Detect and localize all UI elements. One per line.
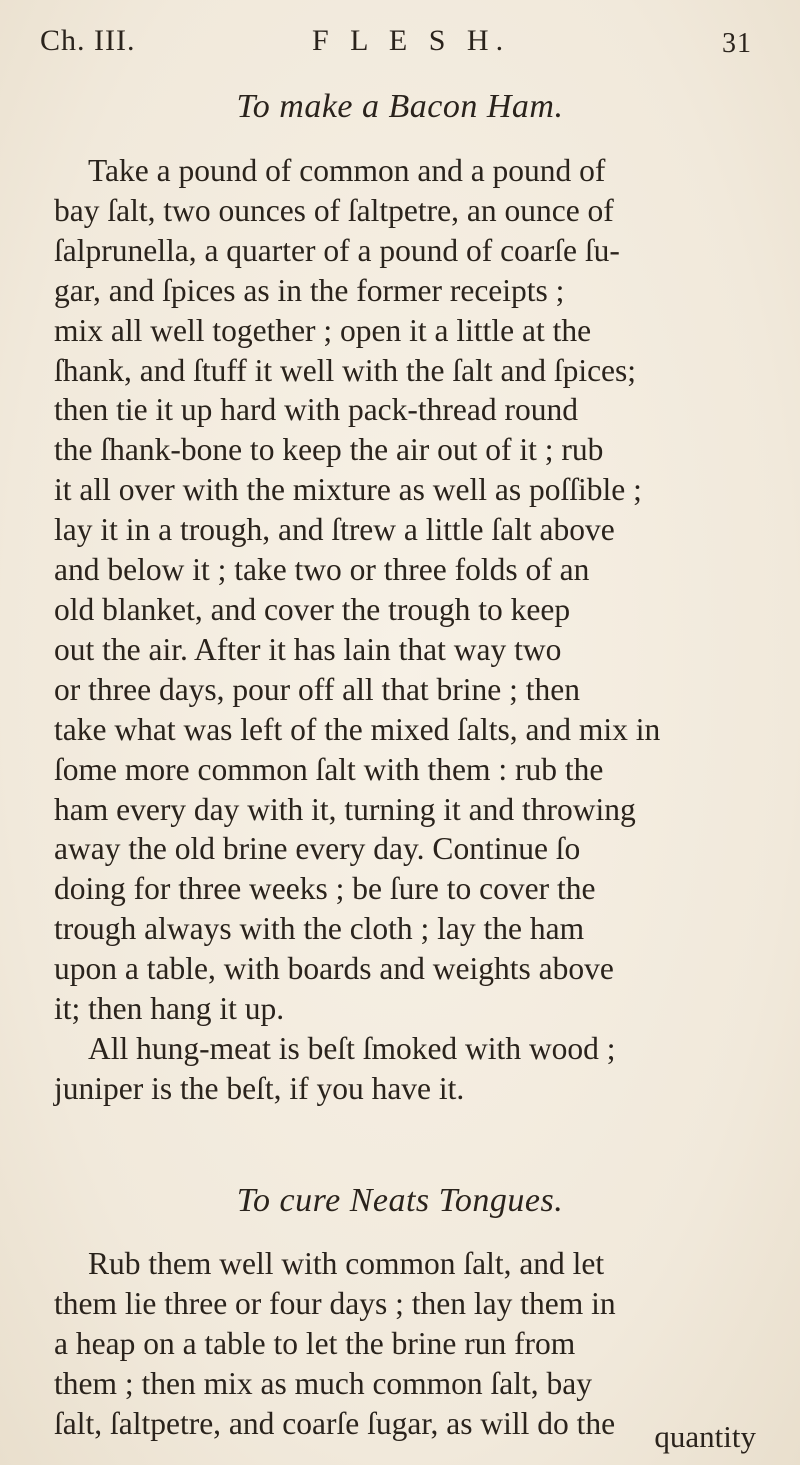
text-line: them lie three or four days ; then lay them in [54,1285,616,1321]
text-line: out the air. After it has lain that way two [54,631,562,667]
text-line: trough always with the cloth ; lay the ham [54,911,585,947]
text-line: doing for three weeks ; be ſure to cover the [54,871,596,907]
recipe-title-neats-tongues: To cure Neats Tongues. [236,1182,564,1219]
text-line: ſhank, and ſtuff it well with the ſalt and ſpices; [54,352,637,388]
recipe-body-bacon-ham [54,151,774,1109]
text-line: bay ſalt, two ounces of ſaltpetre, an ounce of [54,192,614,228]
text-line: and below it ; take two or three folds of an [54,552,590,588]
text-line: take what was left of the mixed ſalts, and mix in [54,711,661,747]
running-title: F L E S H. [312,24,511,57]
chapter-label: Ch. III. [40,24,136,57]
text-line: then tie it up hard with pack-thread round [54,392,578,428]
text-line: ſome more common ſalt with them : rub the [54,751,604,787]
text-line: them ; then mix as much common ſalt, bay [54,1365,593,1401]
text-line: it all over with the mixture as well as poſſible ; [54,472,642,508]
text-line: Take a pound of common and a pound of [88,153,606,188]
text-line: All hung-meat is beſt ſmoked with wood ; [88,1030,616,1066]
text-line: a heap on a table to let the brine run from [54,1325,576,1361]
text-line: away the old brine every day. Continue ſo [54,831,581,867]
page-number: 31 [722,28,752,59]
text-line: ham every day with it, turning it and throwing [54,791,636,827]
recipe-body-neats-tongues [54,1244,774,1444]
text-line: or three days, pour off all that brine ; then [54,671,581,707]
text-line: ſalprunella, a quarter of a pound of coarſe ſu- [54,232,620,268]
text-line: it; then hang it up. [54,991,285,1027]
text-line: mix all well together ; open it a little at the [54,312,592,348]
text-line: old blanket, and cover the trough to keep [54,591,571,627]
text-line: Rub them well with common ſalt, and let [88,1246,605,1281]
text-line: juniper is the beſt, if you have it. [54,1070,465,1106]
text-line: ſalt, ſaltpetre, and coarſe ſugar, as will do the [54,1405,616,1441]
recipe-title-bacon-ham: To make a Bacon Ham. [236,88,564,125]
running-head [40,12,760,68]
text-line: gar, and ſpices as in the former receipts ; [54,272,565,308]
text-line: lay it in a trough, and ſtrew a little ſalt above [54,512,615,548]
catchword: quantity [654,1419,756,1454]
text-line: upon a table, with boards and weights above [54,951,614,987]
text-line: the ſhank-bone to keep the air out of it ; rub [54,432,604,468]
